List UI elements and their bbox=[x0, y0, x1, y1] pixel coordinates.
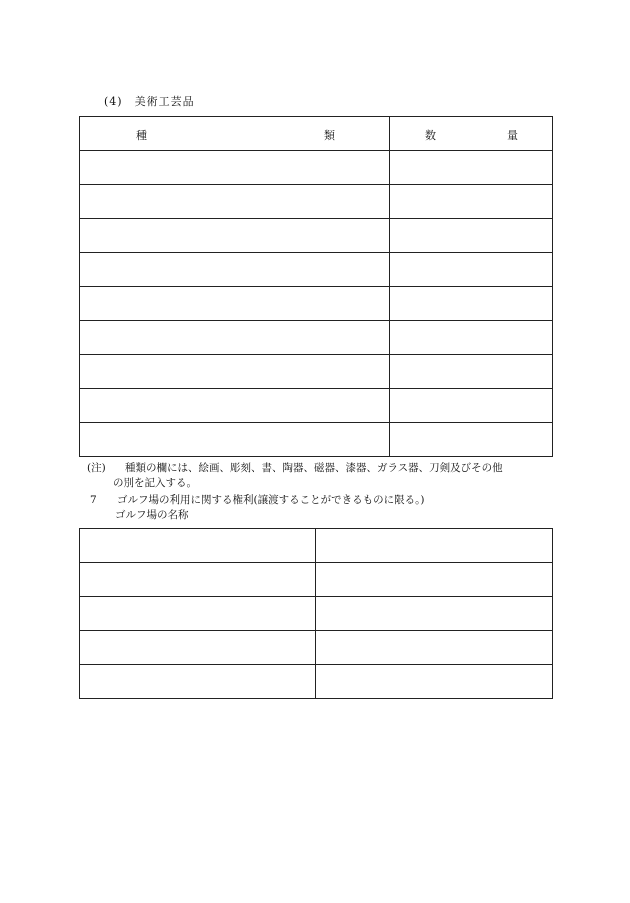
type-header-cell bbox=[80, 117, 390, 151]
type-input-cell[interactable] bbox=[80, 253, 390, 287]
section-4-heading bbox=[104, 93, 195, 109]
quantity-input-cell[interactable] bbox=[390, 389, 553, 423]
quantity-input-cell[interactable] bbox=[390, 321, 553, 355]
arts-crafts-table bbox=[79, 116, 553, 457]
quantity-header-char-2: 量 bbox=[507, 129, 518, 142]
quantity-input-cell[interactable] bbox=[390, 219, 553, 253]
type-input-cell[interactable] bbox=[80, 185, 390, 219]
table-row bbox=[80, 287, 553, 321]
table-row bbox=[80, 423, 553, 457]
quantity-input-cell[interactable] bbox=[390, 185, 553, 219]
quantity-input-cell[interactable] bbox=[390, 423, 553, 457]
table-row bbox=[80, 597, 553, 631]
type-input-cell[interactable] bbox=[80, 151, 390, 185]
golf-left-cell[interactable] bbox=[80, 665, 316, 699]
golf-right-cell[interactable] bbox=[316, 529, 553, 563]
note-line-2: の別を記入する。 bbox=[113, 477, 197, 489]
arts-table-header-row bbox=[80, 117, 553, 151]
quantity-input-cell[interactable] bbox=[390, 355, 553, 389]
golf-left-cell[interactable] bbox=[80, 563, 316, 597]
golf-right-cell[interactable] bbox=[316, 597, 553, 631]
golf-course-table bbox=[79, 528, 553, 699]
type-input-cell[interactable] bbox=[80, 321, 390, 355]
section-4-title: 美術工芸品 bbox=[134, 95, 195, 108]
golf-course-name-label: ゴルフ場の名称 bbox=[115, 509, 189, 521]
type-header-char-2: 類 bbox=[324, 129, 335, 142]
golf-left-cell[interactable] bbox=[80, 631, 316, 665]
table-row bbox=[80, 151, 553, 185]
table-row bbox=[80, 389, 553, 423]
note-label: (注) bbox=[87, 462, 106, 474]
quantity-input-cell[interactable] bbox=[390, 287, 553, 321]
type-input-cell[interactable] bbox=[80, 287, 390, 321]
golf-right-cell[interactable] bbox=[316, 563, 553, 597]
section-7-title: ゴルフ場の利用に関する権利(譲渡することができるものに限る。) bbox=[117, 494, 425, 506]
table-row bbox=[80, 219, 553, 253]
table-row bbox=[80, 529, 553, 563]
table-row bbox=[80, 355, 553, 389]
quantity-header-cell bbox=[390, 117, 553, 151]
quantity-input-cell[interactable] bbox=[390, 253, 553, 287]
section-7-heading bbox=[90, 493, 424, 523]
note-line-1: 種類の欄には、絵画、彫刻、書、陶器、磁器、漆器、ガラス器、刀剣及びその他 bbox=[125, 462, 503, 474]
type-input-cell[interactable] bbox=[80, 423, 390, 457]
table-row bbox=[80, 253, 553, 287]
table-row bbox=[80, 563, 553, 597]
table-row bbox=[80, 631, 553, 665]
golf-left-cell[interactable] bbox=[80, 597, 316, 631]
table-row bbox=[80, 321, 553, 355]
table-row bbox=[80, 665, 553, 699]
quantity-input-cell[interactable] bbox=[390, 151, 553, 185]
type-header-char-1: 種 bbox=[136, 129, 147, 142]
type-input-cell[interactable] bbox=[80, 355, 390, 389]
golf-right-cell[interactable] bbox=[316, 665, 553, 699]
quantity-header-char-1: 数 bbox=[425, 129, 436, 142]
golf-right-cell[interactable] bbox=[316, 631, 553, 665]
section-4-number: (4) bbox=[104, 95, 123, 108]
type-input-cell[interactable] bbox=[80, 389, 390, 423]
section-7-number: 7 bbox=[90, 494, 97, 506]
table-row bbox=[80, 185, 553, 219]
golf-left-cell[interactable] bbox=[80, 529, 316, 563]
type-input-cell[interactable] bbox=[80, 219, 390, 253]
arts-note bbox=[87, 461, 557, 491]
